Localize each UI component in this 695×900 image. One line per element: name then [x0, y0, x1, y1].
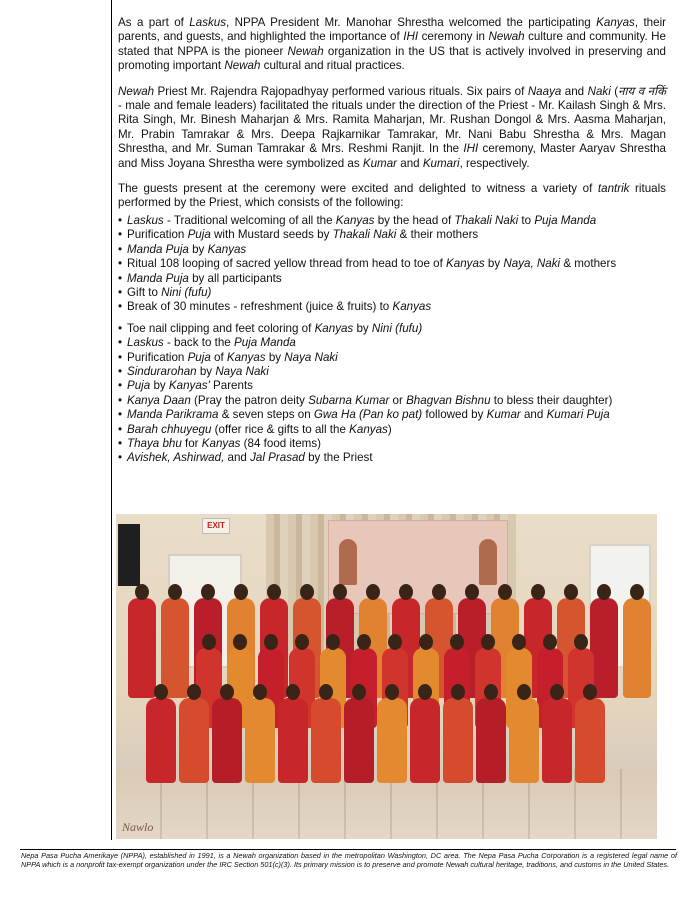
photo-person-head — [597, 584, 611, 600]
photo-person-head — [543, 634, 557, 650]
photo-person-head — [512, 634, 526, 650]
italic-term: Jal Prasad — [250, 451, 305, 465]
text-run: - back to the — [163, 336, 234, 350]
ritual-list-part-2 — [118, 322, 666, 466]
italic-term: Sindurarohan — [127, 364, 197, 378]
photo-person-head — [550, 684, 564, 700]
photo-person-head — [300, 584, 314, 600]
italic-term: Kanyas — [201, 436, 241, 450]
ritual-list-part-1 — [118, 214, 666, 315]
photo-person — [128, 598, 156, 698]
text-run: & mothers — [560, 257, 617, 271]
photo-person-head — [630, 584, 644, 600]
text-run: and — [520, 408, 547, 422]
text-run: As a part of — [118, 16, 190, 29]
photo-person-head — [432, 584, 446, 600]
photo-person-head — [201, 584, 215, 600]
italic-term: Manda Puja — [127, 242, 189, 256]
photo-person-head — [220, 684, 234, 700]
text-run: by — [150, 379, 169, 393]
text-run: by all participants — [188, 271, 282, 285]
photo-person — [623, 598, 651, 698]
photo-person-head — [419, 634, 433, 650]
ritual-list-item — [118, 243, 666, 257]
photo-person — [344, 698, 374, 783]
text-run: - Traditional welcoming of all the — [163, 213, 336, 227]
photo-person-head — [366, 584, 380, 600]
photo-person-head — [574, 634, 588, 650]
italic-term: Kanyas — [226, 350, 266, 364]
photo-person-head — [326, 634, 340, 650]
photo-person-head — [333, 584, 347, 600]
photo-person-head — [352, 684, 366, 700]
italic-term: Manda Puja — [127, 271, 189, 285]
text-run: by the head of — [374, 213, 455, 227]
text-run: Ritual 108 looping of sacred yellow thread from head to toe of — [127, 257, 447, 271]
italic-term: Thaya bhu — [127, 436, 182, 450]
italic-term: Naya, Naki — [503, 257, 561, 271]
photo-person-head — [267, 584, 281, 600]
text-run: by — [265, 350, 285, 364]
photo-person-head — [517, 684, 531, 700]
photo-person — [509, 698, 539, 783]
article-body — [118, 16, 666, 473]
photo-person — [443, 698, 473, 783]
photo-person-head — [450, 634, 464, 650]
photo-person-head — [202, 634, 216, 650]
text-run: by — [484, 257, 504, 271]
italic-term: Kanya Daan — [127, 393, 191, 407]
text-run: & their mothers — [396, 228, 479, 242]
italic-term: Laskus — [127, 213, 164, 227]
photo-exit-sign: EXIT — [202, 518, 230, 534]
italic-term: नाय व नकिं — [618, 84, 666, 98]
ritual-list-item — [118, 423, 666, 437]
photo-person — [161, 598, 189, 698]
text-run: Purification — [127, 350, 188, 364]
photo-person — [377, 698, 407, 783]
italic-term: Kumari — [422, 156, 460, 170]
italic-term: tantrik — [597, 182, 630, 196]
photo-person — [575, 698, 605, 783]
text-run: with Mustard seeds by — [210, 228, 333, 242]
italic-term: Naki — [587, 84, 611, 98]
italic-term: Puja — [187, 350, 211, 364]
photo-person-head — [187, 684, 201, 700]
photo-person-head — [264, 634, 278, 650]
photo-person — [179, 698, 209, 783]
text-run: - male and female leaders) facilitated the rituals under the direction of the Priest - Mr. Kailash Singh & Mrs. Rita Singh, Mr. Binesh Maharjan & Mrs. Ramita Maharjan, Mr. Rushan Dongol & Mrs. Aasma Maharjan, Mr. Prabin Tamrakar & Mrs. Deepa Rajkarnikar Tamrakar, Mr. Nani Babu Shrestha & Mrs. Magan Shrestha, and Mr. Suman Tamrakar & Mrs. Reshmi Ranjit. In the — [118, 99, 666, 156]
text-run: , respectively. — [459, 156, 530, 170]
photo-person — [212, 698, 242, 783]
text-run: followed by — [422, 408, 487, 422]
text-run: Toe nail clipping and feet coloring of — [127, 321, 315, 335]
ritual-list-item — [118, 272, 666, 286]
text-run: to — [518, 213, 535, 227]
ritual-list-item — [118, 257, 666, 271]
photo-person-head — [385, 684, 399, 700]
ritual-list-item — [118, 286, 666, 300]
text-run: ceremony in — [418, 30, 489, 44]
italic-term: Manda Parikrama — [127, 408, 219, 422]
ritual-list-item — [118, 451, 666, 465]
photo-person-head — [233, 634, 247, 650]
italic-term: Naaya — [527, 84, 562, 98]
photo-person — [245, 698, 275, 783]
photo-person-head — [531, 584, 545, 600]
italic-term: Nini (fufu) — [371, 321, 423, 335]
photo-person-head — [253, 684, 267, 700]
italic-term: Newah — [224, 59, 261, 73]
italic-term: Thakali Naki — [332, 228, 397, 242]
photo-person-head — [484, 684, 498, 700]
ritual-list-item — [118, 351, 666, 365]
text-run: cultural and ritual practices. — [260, 59, 405, 73]
italic-term: Subarna Kumar — [308, 393, 390, 407]
ritual-list-item — [118, 365, 666, 379]
photo-person-head — [388, 634, 402, 650]
paragraph-guests — [118, 182, 666, 211]
text-run: Priest Mr. Rajendra Rajopadhyay performed various rituals. Six pairs of — [154, 84, 528, 98]
ritual-list-item — [118, 214, 666, 228]
photo-person — [146, 698, 176, 783]
text-run: culture and community. He stated that NPPA is the pioneer — [118, 30, 667, 58]
text-run: The guests present at the ceremony were excited and delighted to witness a variety of — [118, 182, 598, 196]
left-margin-rule — [111, 0, 112, 840]
photo-person — [410, 698, 440, 783]
text-run: and — [224, 451, 251, 465]
ritual-list-item — [118, 394, 666, 408]
photo-person — [542, 698, 572, 783]
photo-person-head — [399, 584, 413, 600]
italic-term: Thakali Naki — [454, 213, 519, 227]
italic-term: Kumar — [486, 408, 521, 422]
photo-person-head — [135, 584, 149, 600]
ritual-list-item — [118, 228, 666, 242]
italic-term: Kumar — [362, 156, 398, 170]
photo-person-head — [319, 684, 333, 700]
text-run: ceremony, Master Aaryav Shrestha and Miss Joyana Shrestha were symbolized as — [118, 142, 666, 170]
italic-term: Laskus — [127, 336, 164, 350]
text-run: and — [397, 156, 423, 170]
text-run: by — [353, 321, 372, 335]
italic-term: Gwa Ha (Pan ko pat) — [313, 408, 423, 422]
photo-person — [476, 698, 506, 783]
text-run: ) — [387, 422, 392, 436]
text-run: ( — [610, 84, 619, 98]
text-run: by the Priest — [304, 451, 373, 465]
banner-deco-left — [339, 539, 357, 585]
italic-term: Newah — [488, 30, 525, 44]
footer-note: Nepa Pasa Pucha Amerikaye (NPPA), established in 1991, is a Newah organization based in the metropolitan Washington, DC area. The Nepa Pasa Pucha Corporation is a registered legal name of NPPA which is a nonprofit tax-exempt organization under the IRC Section 501(c)(3). Its primary mission is to preserve and promote Newah cultural heritage, traditions, and customs in the United States. — [21, 851, 677, 870]
photo-person — [590, 598, 618, 698]
italic-term: Puja — [127, 379, 151, 393]
banner-deco-right — [479, 539, 497, 585]
text-run: (84 food items) — [240, 436, 321, 450]
text-run: or — [389, 393, 407, 407]
italic-term: Puja Manda — [233, 336, 296, 350]
italic-term: Kumari Puja — [546, 408, 610, 422]
photo-person-head — [498, 584, 512, 600]
group-photo — [116, 514, 657, 839]
text-run: (offer rice & gifts to all the — [211, 422, 350, 436]
text-run: (Pray the patron deity — [190, 393, 309, 407]
italic-term: Kanyas — [207, 242, 247, 256]
text-run: Purification — [127, 228, 188, 242]
italic-term: IHI — [463, 142, 479, 156]
italic-term: Newah — [118, 84, 155, 98]
italic-term: Avishek, Ashirwad, — [127, 451, 225, 465]
text-run: Parents — [209, 379, 253, 393]
photo-person-head — [286, 684, 300, 700]
footer-rule — [20, 849, 676, 850]
photo-person-head — [357, 634, 371, 650]
text-run: by — [188, 242, 208, 256]
photo-watermark: Nawlo — [122, 820, 154, 834]
italic-term: Barah chhuyegu — [127, 422, 212, 436]
photo-person-head — [564, 584, 578, 600]
ritual-list-item — [118, 408, 666, 422]
italic-term: Puja — [187, 228, 211, 242]
text-run: organization in the US that is actively involved in preserving and promoting important — [118, 44, 667, 73]
italic-term: Laskus — [189, 16, 227, 29]
photo-person — [278, 698, 308, 783]
ritual-list-item — [118, 322, 666, 336]
ritual-list-item — [118, 379, 666, 393]
italic-term: Kanyas — [335, 213, 375, 227]
italic-term: Kanyas — [446, 257, 485, 271]
text-run: for — [181, 436, 202, 450]
text-run: Break of 30 minutes - refreshment (juice & fruits) to — [127, 300, 393, 314]
italic-term: Puja Manda — [534, 213, 597, 227]
italic-term: Kanyas' — [168, 379, 210, 393]
photo-person-head — [583, 684, 597, 700]
photo-person-head — [154, 684, 168, 700]
photo-person-head — [234, 584, 248, 600]
photo-person-head — [481, 634, 495, 650]
italic-term: Naya Naki — [284, 350, 338, 364]
text-run: by — [196, 364, 216, 378]
text-run: & seven steps on — [218, 408, 314, 422]
text-run: rituals performed by the Priest, which consists of the following: — [118, 182, 666, 210]
italic-term: Kanyas — [314, 321, 354, 335]
photo-person-head — [295, 634, 309, 650]
ritual-list-item — [118, 300, 666, 314]
text-run: Gift to — [127, 285, 162, 299]
italic-term: IHI — [403, 30, 419, 44]
text-run: to bless their daughter) — [490, 393, 613, 407]
italic-term: Kanyas — [349, 422, 388, 436]
italic-term: Bhagvan Bishnu — [406, 393, 491, 407]
text-run: , NPPA President Mr. Manohar Shrestha welcomed the participating — [226, 16, 597, 29]
photo-person-head — [418, 684, 432, 700]
text-run: , their parents, and guests, and highlighted the importance of — [118, 16, 667, 44]
text-run: and — [561, 84, 588, 98]
italic-term: Nini (fufu) — [161, 285, 212, 299]
italic-term: Naya Naki — [215, 364, 269, 378]
paragraph-priest-rituals — [118, 85, 666, 171]
photo-speaker — [118, 524, 140, 586]
photo-person-head — [465, 584, 479, 600]
photo-person-head — [451, 684, 465, 700]
italic-term: Newah — [287, 44, 324, 58]
photo-person-head — [168, 584, 182, 600]
italic-term: Kanyas — [392, 300, 432, 314]
text-run: of — [210, 350, 227, 364]
paragraph-laskus-welcome — [118, 16, 666, 74]
italic-term: Kanyas — [596, 16, 635, 29]
ritual-list-item — [118, 336, 666, 350]
photo-person — [311, 698, 341, 783]
ritual-list-item — [118, 437, 666, 451]
